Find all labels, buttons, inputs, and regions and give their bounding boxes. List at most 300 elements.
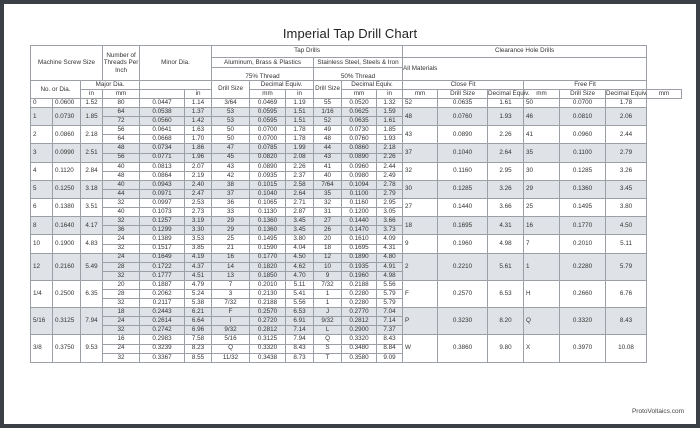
tap-drill-75-size-cell: 42 — [212, 171, 250, 180]
tap-drill-75-in-cell: 0.1770 — [250, 253, 286, 262]
tap-drill-75-in-cell: 0.2720 — [250, 317, 286, 326]
threads-per-inch-cell: 24 — [103, 344, 140, 353]
tap-drill-75-in-cell: 0.0700 — [250, 135, 286, 144]
close-fit-drill-cell: 37 — [403, 144, 438, 162]
minor-dia-in-cell: 0.0864 — [140, 171, 185, 180]
tap-drill-50-size-cell: 9 — [314, 271, 342, 280]
minor-dia-mm-cell: 6.21 — [185, 308, 212, 317]
major-dia-mm-cell: 1.52 — [81, 99, 103, 108]
free-fit-drill-cell: 50 — [524, 99, 560, 108]
tap-drill-75-mm-cell: 1.99 — [286, 144, 314, 153]
close-fit-mm-cell: 2.95 — [488, 162, 524, 180]
tap-drill-75-in-cell: 0.0820 — [250, 153, 286, 162]
threads-per-inch-cell: 40 — [103, 162, 140, 171]
close-fit-in-cell: 0.2570 — [438, 280, 488, 307]
close-fit-in-cell: 0.3860 — [438, 335, 488, 362]
threads-per-inch-cell: 32 — [103, 271, 140, 280]
header-machine-screw-size: Machine Screw Size — [31, 46, 103, 81]
tap-drill-50-in-cell: 0.2812 — [342, 317, 377, 326]
tap-drill-50-mm-cell: 1.85 — [377, 126, 403, 135]
free-fit-mm-cell: 8.43 — [606, 308, 647, 335]
tap-drill-75-size-cell: 3 — [212, 289, 250, 298]
tap-drill-75-in-cell: 0.1360 — [250, 226, 286, 235]
minor-dia-in-cell: 0.2614 — [140, 317, 185, 326]
header-major-in: in — [81, 90, 103, 99]
tap-drill-50-mm-cell: 2.79 — [377, 189, 403, 198]
free-fit-in-cell: 0.0960 — [560, 126, 606, 144]
screw-number-cell: 6 — [31, 199, 53, 217]
tap-drill-75-size-cell: 16 — [212, 253, 250, 262]
table-row — [31, 99, 682, 108]
minor-dia-mm-cell: 2.07 — [185, 162, 212, 171]
minor-dia-in-cell: 0.1722 — [140, 262, 185, 271]
free-fit-drill-cell: 7 — [524, 235, 560, 253]
tap-drill-75-in-cell: 0.1850 — [250, 271, 286, 280]
close-fit-drill-cell: 43 — [403, 126, 438, 144]
header-all-materials: All Materials — [403, 58, 647, 81]
tap-drill-75-mm-cell: 4.50 — [286, 253, 314, 262]
major-dia-in-cell: 0.2500 — [53, 280, 81, 307]
threads-per-inch-cell: 32 — [103, 244, 140, 253]
table-row — [31, 162, 682, 171]
tap-drill-75-in-cell: 0.1065 — [250, 199, 286, 208]
tap-drill-75-size-cell: 7/32 — [212, 299, 250, 308]
threads-per-inch-cell: 64 — [103, 135, 140, 144]
tap-drill-50-mm-cell: 5.56 — [377, 280, 403, 289]
tap-drill-75-mm-cell: 7.14 — [286, 326, 314, 335]
tap-drill-50-size-cell: 48 — [314, 135, 342, 144]
minor-dia-in-cell: 0.1389 — [140, 235, 185, 244]
close-fit-drill-cell: 32 — [403, 162, 438, 180]
minor-dia-mm-cell: 4.51 — [185, 271, 212, 280]
tap-drill-50-size-cell: 20 — [314, 235, 342, 244]
threads-per-inch-cell: 28 — [103, 262, 140, 271]
minor-dia-in-cell: 0.0668 — [140, 135, 185, 144]
major-dia-mm-cell: 6.35 — [81, 280, 103, 307]
major-dia-in-cell: 0.0730 — [53, 108, 81, 126]
minor-dia-mm-cell: 8.55 — [185, 353, 212, 362]
tap-drill-50-in-cell: 0.1935 — [342, 262, 377, 271]
tap-drill-50-mm-cell: 5.79 — [377, 299, 403, 308]
tap-drill-50-in-cell: 0.1100 — [342, 189, 377, 198]
tap-drill-75-in-cell: 0.2570 — [250, 308, 286, 317]
free-fit-mm-cell: 3.45 — [606, 180, 647, 198]
close-fit-drill-cell: 48 — [403, 108, 438, 126]
free-fit-drill-cell: 1 — [524, 253, 560, 280]
tap-drill-50-in-cell: 0.1960 — [342, 271, 377, 280]
header-minor-mm: mm — [250, 90, 286, 99]
free-fit-in-cell: 0.2010 — [560, 235, 606, 253]
close-fit-drill-cell: 27 — [403, 199, 438, 217]
free-fit-mm-cell: 5.11 — [606, 235, 647, 253]
tap-drill-50-size-cell: 49 — [314, 126, 342, 135]
threads-per-inch-cell: 24 — [103, 317, 140, 326]
tap-drill-50-size-cell: 18 — [314, 244, 342, 253]
tap-drill-75-size-cell: 43 — [212, 162, 250, 171]
minor-dia-in-cell: 0.2983 — [140, 335, 185, 344]
major-dia-in-cell: 0.0600 — [53, 99, 81, 108]
close-fit-in-cell: 0.0890 — [438, 126, 488, 144]
tap-drill-50-in-cell: 0.0635 — [342, 117, 377, 126]
tap-drill-75-mm-cell: 5.41 — [286, 289, 314, 298]
major-dia-in-cell: 0.1640 — [53, 217, 81, 235]
tap-drill-75-in-cell: 0.1590 — [250, 244, 286, 253]
minor-dia-in-cell: 0.0997 — [140, 199, 185, 208]
tap-drill-50-in-cell: 0.1160 — [342, 199, 377, 208]
free-fit-in-cell: 0.1100 — [560, 144, 606, 162]
close-fit-mm-cell: 4.31 — [488, 217, 524, 235]
close-fit-mm-cell: 6.53 — [488, 280, 524, 307]
tap-drill-75-size-cell: I — [212, 317, 250, 326]
screw-number-cell: 3 — [31, 144, 53, 162]
screw-number-cell: 12 — [31, 253, 53, 280]
tap-drill-50-mm-cell: 2.44 — [377, 162, 403, 171]
tap-drill-50-in-cell: 0.2900 — [342, 326, 377, 335]
tap-drill-50-in-cell: 0.0520 — [342, 99, 377, 108]
tap-drill-75-mm-cell: 2.58 — [286, 180, 314, 189]
header-dec-in-50: in — [377, 90, 403, 99]
threads-per-inch-cell: 56 — [103, 126, 140, 135]
tap-drill-75-in-cell: 0.0785 — [250, 144, 286, 153]
chart-frame — [4, 4, 696, 424]
tap-drill-50-size-cell: 40 — [314, 171, 342, 180]
minor-dia-mm-cell: 1.37 — [185, 108, 212, 117]
major-dia-mm-cell: 2.51 — [81, 144, 103, 162]
free-fit-mm-cell: 1.78 — [606, 99, 647, 108]
tap-drill-75-in-cell: 0.1495 — [250, 235, 286, 244]
minor-dia-in-cell: 0.1073 — [140, 208, 185, 217]
screw-number-cell: 3/8 — [31, 335, 53, 362]
free-fit-mm-cell: 4.50 — [606, 217, 647, 235]
tap-drill-75-mm-cell: 1.51 — [286, 108, 314, 117]
minor-dia-in-cell: 0.0771 — [140, 153, 185, 162]
tap-drill-75-mm-cell: 4.04 — [286, 244, 314, 253]
tap-drill-75-mm-cell: 1.19 — [286, 99, 314, 108]
major-dia-in-cell: 0.1900 — [53, 235, 81, 253]
minor-dia-mm-cell: 2.47 — [185, 189, 212, 198]
table-row — [31, 144, 682, 153]
tap-drill-75-in-cell: 0.0595 — [250, 117, 286, 126]
minor-dia-mm-cell: 2.40 — [185, 180, 212, 189]
screw-number-cell: 5/16 — [31, 308, 53, 335]
threads-per-inch-cell: 32 — [103, 199, 140, 208]
close-fit-in-cell: 0.1285 — [438, 180, 488, 198]
minor-dia-mm-cell: 4.37 — [185, 262, 212, 271]
tap-drill-75-mm-cell: 2.37 — [286, 171, 314, 180]
screw-number-cell: 0 — [31, 99, 53, 108]
tap-drill-75-size-cell: 13 — [212, 271, 250, 280]
tap-drill-50-mm-cell: 5.79 — [377, 289, 403, 298]
free-fit-in-cell: 0.1770 — [560, 217, 606, 235]
tap-drill-50-in-cell: 0.2280 — [342, 299, 377, 308]
major-dia-mm-cell: 5.49 — [81, 253, 103, 280]
free-fit-drill-cell: 41 — [524, 126, 560, 144]
tap-drill-75-in-cell: 0.0700 — [250, 126, 286, 135]
header-tap-drills: Tap Drills — [212, 46, 403, 58]
minor-dia-in-cell: 0.1257 — [140, 217, 185, 226]
tap-drill-50-size-cell: T — [314, 353, 342, 362]
screw-number-cell: 4 — [31, 162, 53, 180]
tap-drill-75-size-cell: 38 — [212, 180, 250, 189]
tap-drill-75-mm-cell: 3.45 — [286, 226, 314, 235]
minor-dia-in-cell: 0.0734 — [140, 144, 185, 153]
threads-per-inch-cell: 40 — [103, 180, 140, 189]
close-fit-in-cell: 0.1040 — [438, 144, 488, 162]
table-body — [31, 99, 682, 363]
tap-drill-50-mm-cell: 3.73 — [377, 226, 403, 235]
close-fit-mm-cell: 2.64 — [488, 144, 524, 162]
minor-dia-mm-cell: 5.38 — [185, 299, 212, 308]
tap-drill-75-mm-cell: 2.64 — [286, 189, 314, 198]
tap-drill-75-size-cell: 5/16 — [212, 335, 250, 344]
free-fit-drill-cell: 30 — [524, 162, 560, 180]
tap-drill-50-size-cell: 27 — [314, 217, 342, 226]
tap-drill-50-size-cell: L — [314, 326, 342, 335]
tap-drill-50-size-cell: 26 — [314, 226, 342, 235]
free-fit-drill-cell: 46 — [524, 108, 560, 126]
major-dia-in-cell: 0.1120 — [53, 162, 81, 180]
tap-drill-75-mm-cell: 1.78 — [286, 126, 314, 135]
tap-drill-75-size-cell: 29 — [212, 226, 250, 235]
header-drill-size-75: Drill Size — [212, 81, 250, 99]
minor-dia-in-cell: 0.0813 — [140, 162, 185, 171]
tap-drill-50-size-cell: 31 — [314, 208, 342, 217]
tap-drill-50-mm-cell: 1.61 — [377, 117, 403, 126]
threads-per-inch-cell: 20 — [103, 280, 140, 289]
tap-drill-75-size-cell: 47 — [212, 144, 250, 153]
minor-dia-mm-cell: 6.64 — [185, 317, 212, 326]
threads-per-inch-cell: 64 — [103, 108, 140, 117]
table-row — [31, 199, 682, 208]
threads-per-inch-cell: 48 — [103, 144, 140, 153]
tap-drill-50-in-cell: 0.0860 — [342, 144, 377, 153]
table-row — [31, 280, 682, 289]
minor-dia-mm-cell: 1.63 — [185, 126, 212, 135]
tap-drill-50-in-cell: 0.0730 — [342, 126, 377, 135]
close-fit-mm-cell: 3.26 — [488, 180, 524, 198]
header-aluminum: Aluminum, Brass & Plastics — [212, 58, 314, 68]
threads-per-inch-cell: 36 — [103, 226, 140, 235]
close-fit-mm-cell: 8.20 — [488, 308, 524, 335]
minor-dia-in-cell: 0.3367 — [140, 353, 185, 362]
screw-number-cell: 5 — [31, 180, 53, 198]
free-fit-drill-cell: 25 — [524, 199, 560, 217]
tap-drill-50-size-cell: 35 — [314, 189, 342, 198]
header-minor-in: in — [185, 90, 212, 99]
tap-drill-50-mm-cell: 2.18 — [377, 144, 403, 153]
tap-drill-75-mm-cell: 5.56 — [286, 299, 314, 308]
tap-drill-50-size-cell: 12 — [314, 253, 342, 262]
free-fit-drill-cell: X — [524, 335, 560, 362]
close-fit-drill-cell: F — [403, 280, 438, 307]
close-fit-in-cell: 0.0760 — [438, 108, 488, 126]
tap-drill-75-in-cell: 0.0595 — [250, 108, 286, 117]
tap-drill-50-size-cell: 52 — [314, 117, 342, 126]
major-dia-mm-cell: 4.17 — [81, 217, 103, 235]
tap-drill-75-mm-cell: 6.53 — [286, 308, 314, 317]
tap-drill-50-in-cell: 0.1695 — [342, 244, 377, 253]
tap-drill-75-size-cell: 53 — [212, 108, 250, 117]
minor-dia-mm-cell: 1.86 — [185, 144, 212, 153]
tap-drill-50-mm-cell: 7.04 — [377, 308, 403, 317]
header-dec-in-75: in — [286, 90, 314, 99]
tap-drill-75-in-cell: 0.3320 — [250, 344, 286, 353]
close-fit-mm-cell: 1.61 — [488, 99, 524, 108]
tap-drill-50-mm-cell: 1.32 — [377, 99, 403, 108]
minor-dia-in-cell: 0.2443 — [140, 308, 185, 317]
minor-dia-in-cell: 0.1777 — [140, 271, 185, 280]
tap-drill-75-mm-cell: 2.26 — [286, 162, 314, 171]
header-major-mm: mm — [103, 90, 140, 99]
free-fit-mm-cell: 10.08 — [606, 335, 647, 362]
screw-number-cell: 8 — [31, 217, 53, 235]
tap-drill-50-mm-cell: 2.78 — [377, 180, 403, 189]
tap-drill-50-in-cell: 0.1200 — [342, 208, 377, 217]
tap-drill-75-mm-cell: 2.87 — [286, 208, 314, 217]
minor-dia-mm-cell: 6.96 — [185, 326, 212, 335]
free-fit-in-cell: 0.1495 — [560, 199, 606, 217]
minor-dia-in-cell: 0.0641 — [140, 126, 185, 135]
tap-drill-75-in-cell: 0.0469 — [250, 99, 286, 108]
tap-drill-75-mm-cell: 4.62 — [286, 262, 314, 271]
tap-drill-75-mm-cell: 7.94 — [286, 335, 314, 344]
threads-per-inch-cell: 48 — [103, 171, 140, 180]
free-fit-drill-cell: Q — [524, 308, 560, 335]
close-fit-mm-cell: 5.61 — [488, 253, 524, 280]
close-fit-drill-cell: 9 — [403, 235, 438, 253]
tap-drill-50-mm-cell: 7.37 — [377, 326, 403, 335]
tap-drill-75-size-cell: 7 — [212, 280, 250, 289]
header-thread-50: 50% Thread — [314, 68, 403, 81]
tap-drill-75-size-cell: Q — [212, 344, 250, 353]
header-dec-mm-75: mm — [342, 90, 377, 99]
tap-drill-75-size-cell: 3/64 — [212, 99, 250, 108]
table-row — [31, 180, 682, 189]
minor-dia-in-cell: 0.1517 — [140, 244, 185, 253]
header-stainless: Stainless Steel, Steels & Iron — [314, 58, 403, 68]
free-fit-drill-cell: 29 — [524, 180, 560, 198]
watermark: ProtoVoltaics.com — [631, 408, 684, 415]
minor-dia-in-cell: 0.0943 — [140, 180, 185, 189]
header-decimal-equiv-50: Decimal Equiv. — [342, 81, 403, 90]
header-free-drill-size: Drill Size — [560, 90, 606, 99]
table-row — [31, 253, 682, 262]
tap-drill-50-mm-cell: 2.26 — [377, 153, 403, 162]
minor-dia-mm-cell: 3.85 — [185, 244, 212, 253]
close-fit-in-cell: 0.0635 — [438, 99, 488, 108]
tap-drill-50-in-cell: 0.0960 — [342, 162, 377, 171]
tap-drill-50-size-cell: 32 — [314, 199, 342, 208]
header-close-drill-size: Drill Size — [438, 90, 488, 99]
minor-dia-mm-cell: 5.24 — [185, 289, 212, 298]
close-fit-drill-cell: W — [403, 335, 438, 362]
tap-drill-75-mm-cell: 4.70 — [286, 271, 314, 280]
tap-drill-75-in-cell: 0.1130 — [250, 208, 286, 217]
table-row — [31, 108, 682, 117]
header-clearance-hole-drills: Clearance Hole Drills — [403, 46, 647, 58]
tap-drill-50-size-cell: 55 — [314, 99, 342, 108]
tap-drill-50-in-cell: 0.3580 — [342, 353, 377, 362]
minor-dia-in-cell: 0.0560 — [140, 117, 185, 126]
close-fit-in-cell: 0.2210 — [438, 253, 488, 280]
tap-drill-50-in-cell: 0.2280 — [342, 289, 377, 298]
tap-drill-75-mm-cell: 8.73 — [286, 353, 314, 362]
free-fit-in-cell: 0.0810 — [560, 108, 606, 126]
threads-per-inch-cell: 24 — [103, 253, 140, 262]
tap-drill-50-in-cell: 0.1890 — [342, 253, 377, 262]
screw-number-cell: 1/4 — [31, 280, 53, 307]
tap-drill-50-in-cell: 0.0760 — [342, 135, 377, 144]
tap-drill-75-mm-cell: 3.80 — [286, 235, 314, 244]
tap-drill-50-mm-cell: 4.09 — [377, 235, 403, 244]
major-dia-mm-cell: 3.18 — [81, 180, 103, 198]
major-dia-mm-cell: 2.18 — [81, 126, 103, 144]
tap-drill-50-size-cell: 10 — [314, 262, 342, 271]
tap-drill-50-mm-cell: 4.98 — [377, 271, 403, 280]
header-major-dia: Major Dia. — [81, 81, 140, 90]
major-dia-mm-cell: 1.85 — [81, 108, 103, 126]
header-free-mm: mm — [647, 90, 682, 99]
free-fit-mm-cell: 5.79 — [606, 253, 647, 280]
minor-dia-mm-cell: 1.14 — [185, 99, 212, 108]
tap-drill-75-size-cell: F — [212, 308, 250, 317]
header-dec-mm-50: mm — [403, 90, 438, 99]
minor-dia-in-cell: 0.1649 — [140, 253, 185, 262]
tap-drill-50-size-cell: 1 — [314, 289, 342, 298]
tap-drill-75-mm-cell: 6.91 — [286, 317, 314, 326]
tap-drill-50-in-cell: 0.2770 — [342, 308, 377, 317]
close-fit-mm-cell: 3.66 — [488, 199, 524, 217]
tap-drill-50-mm-cell: 2.49 — [377, 171, 403, 180]
tap-drill-50-in-cell: 0.2188 — [342, 280, 377, 289]
tap-drill-75-size-cell: 25 — [212, 235, 250, 244]
free-fit-mm-cell: 3.26 — [606, 162, 647, 180]
screw-number-cell: 2 — [31, 126, 53, 144]
free-fit-mm-cell: 3.80 — [606, 199, 647, 217]
minor-dia-mm-cell: 4.19 — [185, 253, 212, 262]
tap-drill-75-in-cell: 0.2188 — [250, 299, 286, 308]
free-fit-drill-cell: 16 — [524, 217, 560, 235]
free-fit-in-cell: 0.3970 — [560, 335, 606, 362]
header-decimal-equiv-75: Decimal Equiv. — [250, 81, 314, 90]
tap-drill-50-mm-cell: 8.43 — [377, 335, 403, 344]
header-free-fit: Free Fit — [524, 81, 647, 90]
tap-drill-75-size-cell: 14 — [212, 262, 250, 271]
tap-drill-75-size-cell: 50 — [212, 135, 250, 144]
free-fit-drill-cell: H — [524, 280, 560, 307]
tap-drill-75-in-cell: 0.1015 — [250, 180, 286, 189]
minor-dia-in-cell: 0.2117 — [140, 299, 185, 308]
tap-drill-50-in-cell: 0.0625 — [342, 108, 377, 117]
tap-drill-75-size-cell: 37 — [212, 189, 250, 198]
header-blank — [140, 81, 212, 90]
major-dia-mm-cell: 4.83 — [81, 235, 103, 253]
major-dia-mm-cell: 7.94 — [81, 308, 103, 335]
tap-drill-50-size-cell: J — [314, 308, 342, 317]
close-fit-in-cell: 0.1695 — [438, 217, 488, 235]
major-dia-in-cell: 0.3750 — [53, 335, 81, 362]
screw-number-cell: 1 — [31, 108, 53, 126]
tap-drill-50-size-cell: S — [314, 344, 342, 353]
tap-drill-50-in-cell: 0.1470 — [342, 226, 377, 235]
tap-drill-75-in-cell: 0.1360 — [250, 217, 286, 226]
threads-per-inch-cell: 16 — [103, 335, 140, 344]
tap-drill-75-size-cell: 21 — [212, 244, 250, 253]
tap-drill-75-mm-cell: 8.43 — [286, 344, 314, 353]
header-close-fit: Close Fit — [403, 81, 524, 90]
tap-drill-75-in-cell: 0.0935 — [250, 171, 286, 180]
tap-drill-50-size-cell: 44 — [314, 144, 342, 153]
